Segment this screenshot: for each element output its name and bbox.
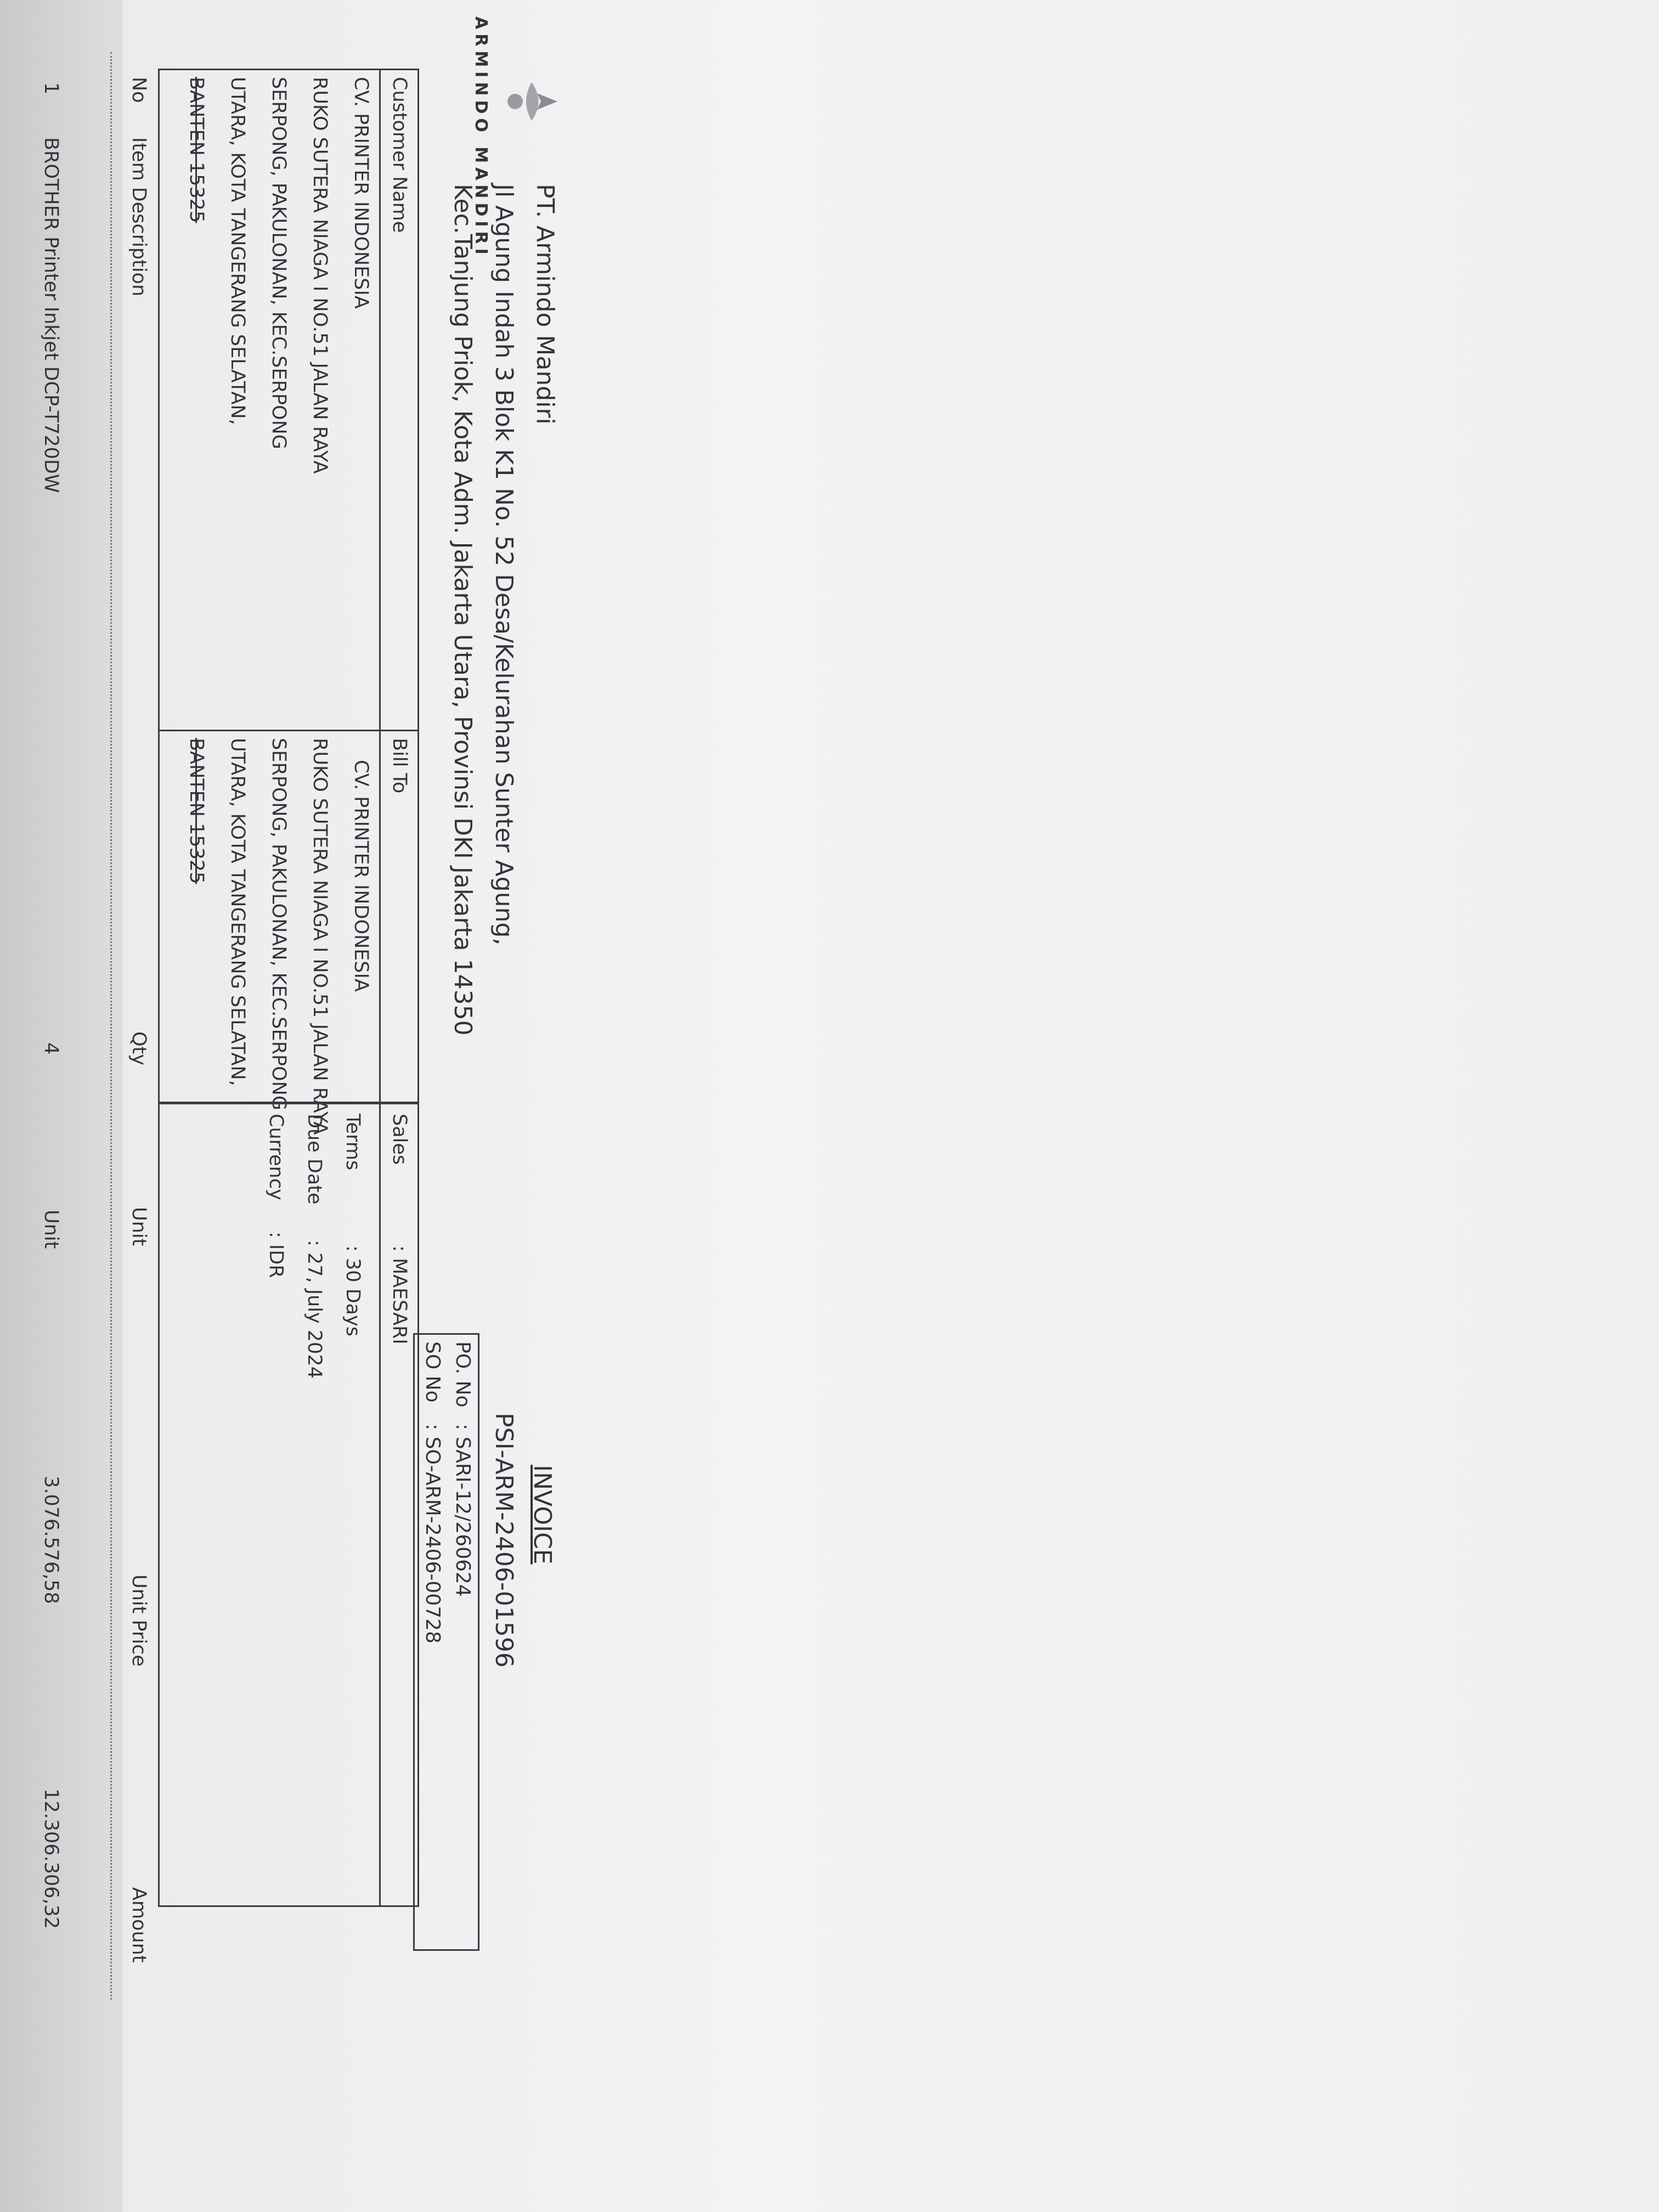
- col-amount-header: Amount: [128, 1887, 150, 1963]
- company-logo-icon: [496, 71, 562, 132]
- customer-address-line: RUKO SUTERA NIAGA I NO.51 JALAN RAYA: [309, 77, 331, 474]
- item-unit: Unit: [40, 1210, 62, 1249]
- sales-value: : MAESARI: [388, 1245, 410, 1345]
- customer-address-line: UTARA, KOTA TANGERANG SELATAN,: [227, 77, 249, 425]
- customer-address-line: SERPONG, PAKULONAN, KEC.SERPONG: [268, 77, 290, 449]
- billto-address-line: RUKO SUTERA NIAGA I NO.51 JALAN RAYA: [309, 738, 331, 1135]
- currency-value: : IDR: [265, 1232, 287, 1278]
- sales-header-line: [379, 1103, 381, 1906]
- company-name: PT. Armindo Mandiri: [531, 184, 559, 425]
- col-unit-price-header: Unit Price: [128, 1575, 150, 1667]
- col-description-header: Item Description: [128, 137, 150, 297]
- item-unit-price: 3.076.576,58: [40, 1476, 62, 1604]
- item-description: BROTHER Printer Inkjet DCP-T720DW: [40, 137, 62, 493]
- terms-label: Terms: [342, 1114, 364, 1171]
- po-value: : SARI-12/260624: [452, 1424, 474, 1597]
- item-qty: 4: [40, 1042, 62, 1055]
- logo-text: ARMINDO MANDIRI: [471, 16, 490, 259]
- so-value: : SO-ARM-2406-00728: [421, 1424, 444, 1644]
- invoice-title: INVOICE: [528, 1465, 556, 1565]
- sales-label: Sales: [388, 1114, 410, 1165]
- billto-address-line: BANTEN 15325: [185, 738, 207, 884]
- company-address-line2: Kec.Tanjung Priok, Kota Adm. Jakarta Utara, Provinsi DKI Jakarta 14350: [449, 184, 477, 1036]
- customer-name: CV. PRINTER INDONESIA: [350, 77, 372, 309]
- po-label: PO. No: [452, 1341, 474, 1408]
- billto-name: CV. PRINTER INDONESIA: [350, 760, 372, 992]
- billto-address-line: UTARA, KOTA TANGERANG SELATAN,: [227, 738, 249, 1086]
- item-no: 1: [40, 82, 62, 95]
- billto-address-line: SERPONG, PAKULONAN, KEC.SERPONG: [268, 738, 290, 1110]
- due-date-value: : 27, July 2024: [303, 1240, 325, 1379]
- customer-name-header: Customer Name: [388, 77, 410, 233]
- customer-billto-divider: [159, 730, 419, 731]
- so-label: SO No: [421, 1341, 444, 1403]
- items-header-top-rule: [110, 52, 112, 2000]
- currency-label: Currency: [265, 1114, 287, 1200]
- item-amount: 12.306.306,32: [40, 1788, 62, 1929]
- customer-header-line: [379, 69, 381, 1103]
- col-no-header: No: [128, 77, 150, 103]
- company-address-line1: Jl Agung Indah 3 Blok K1 No. 52 Desa/Kelurahan Sunter Agung,: [490, 184, 518, 946]
- invoice-sheet: [40, 0, 1659, 2212]
- customer-address-line: BANTEN 15325: [185, 77, 207, 223]
- due-date-label: Due Date: [303, 1114, 325, 1205]
- col-qty-header: Qty: [128, 1031, 150, 1065]
- invoice-number: PSI-ARM-2406-01596: [490, 1413, 518, 1668]
- billto-header: Bill To: [388, 738, 410, 794]
- col-unit-header: Unit: [128, 1207, 150, 1246]
- terms-value: : 30 Days: [342, 1245, 364, 1336]
